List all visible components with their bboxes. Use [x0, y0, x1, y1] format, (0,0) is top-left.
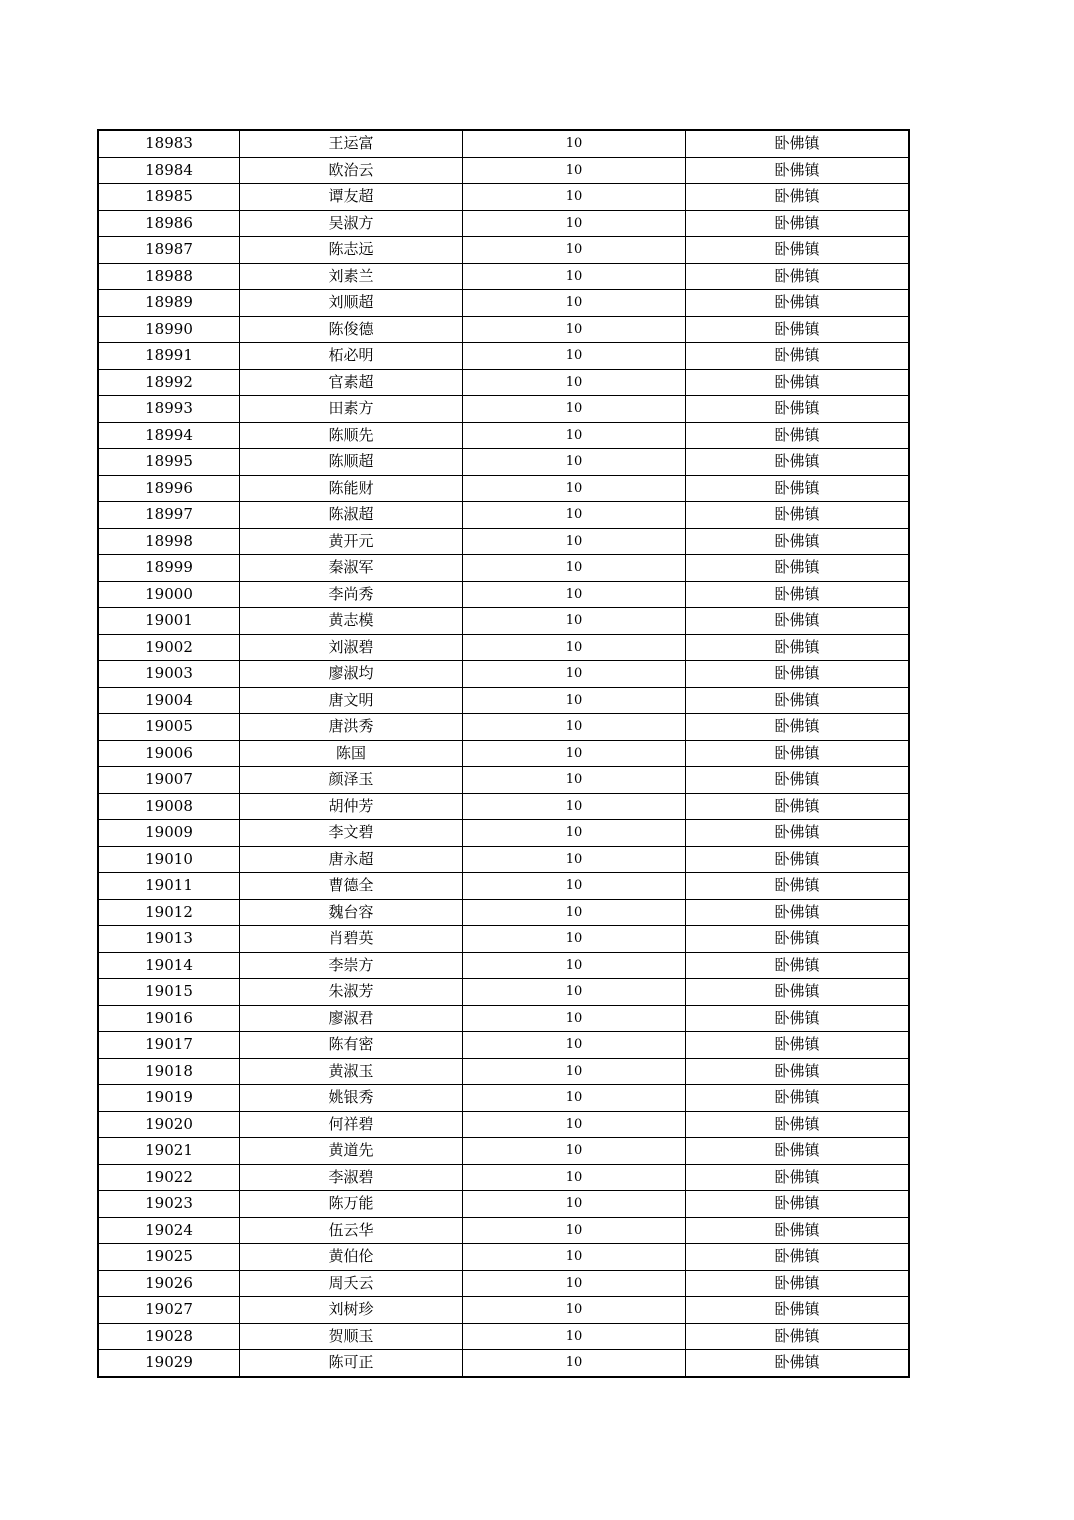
- table-row: [98, 767, 909, 794]
- cell-amount: 10: [463, 1191, 686, 1218]
- cell-number: 18984: [98, 157, 240, 184]
- cell-number: 18985: [98, 184, 240, 211]
- table-row: [98, 237, 909, 264]
- cell-number: 19026: [98, 1270, 240, 1297]
- cell-name: 唐洪秀: [240, 714, 463, 741]
- cell-name: 姚银秀: [240, 1085, 463, 1112]
- table-row: [98, 608, 909, 635]
- table-row: [98, 422, 909, 449]
- cell-amount: 10: [463, 1164, 686, 1191]
- table-row: [98, 952, 909, 979]
- cell-number: 19004: [98, 687, 240, 714]
- table-row: [98, 290, 909, 317]
- cell-town: 卧佛镇: [686, 237, 910, 264]
- table-row: [98, 820, 909, 847]
- cell-amount: 10: [463, 1270, 686, 1297]
- cell-amount: 10: [463, 1323, 686, 1350]
- cell-town: 卧佛镇: [686, 290, 910, 317]
- cell-name: 秦淑军: [240, 555, 463, 582]
- cell-number: 19019: [98, 1085, 240, 1112]
- cell-town: 卧佛镇: [686, 926, 910, 953]
- cell-name: 李淑碧: [240, 1164, 463, 1191]
- cell-town: 卧佛镇: [686, 1191, 910, 1218]
- cell-name: 柘必明: [240, 343, 463, 370]
- cell-amount: 10: [463, 1350, 686, 1377]
- cell-number: 18994: [98, 422, 240, 449]
- cell-amount: 10: [463, 210, 686, 237]
- cell-name: 陈顺超: [240, 449, 463, 476]
- table-row: [98, 926, 909, 953]
- cell-name: 何祥碧: [240, 1111, 463, 1138]
- cell-town: 卧佛镇: [686, 316, 910, 343]
- cell-name: 黄志模: [240, 608, 463, 635]
- cell-name: 陈有密: [240, 1032, 463, 1059]
- cell-town: 卧佛镇: [686, 528, 910, 555]
- table-row: [98, 740, 909, 767]
- table-row: [98, 157, 909, 184]
- cell-town: 卧佛镇: [686, 1217, 910, 1244]
- cell-number: 19015: [98, 979, 240, 1006]
- table-row: [98, 369, 909, 396]
- cell-name: 李文碧: [240, 820, 463, 847]
- cell-number: 19001: [98, 608, 240, 635]
- cell-amount: 10: [463, 369, 686, 396]
- cell-number: 19027: [98, 1297, 240, 1324]
- cell-number: 19011: [98, 873, 240, 900]
- cell-amount: 10: [463, 1111, 686, 1138]
- cell-amount: 10: [463, 475, 686, 502]
- cell-town: 卧佛镇: [686, 767, 910, 794]
- cell-town: 卧佛镇: [686, 555, 910, 582]
- cell-name: 欧治云: [240, 157, 463, 184]
- table-row: [98, 130, 909, 157]
- cell-name: 刘素兰: [240, 263, 463, 290]
- cell-amount: 10: [463, 793, 686, 820]
- cell-name: 胡仲芳: [240, 793, 463, 820]
- cell-town: 卧佛镇: [686, 899, 910, 926]
- cell-town: 卧佛镇: [686, 130, 910, 157]
- cell-number: 18983: [98, 130, 240, 157]
- cell-amount: 10: [463, 1217, 686, 1244]
- cell-amount: 10: [463, 502, 686, 529]
- table-row: [98, 873, 909, 900]
- cell-number: 19021: [98, 1138, 240, 1165]
- table-row: [98, 449, 909, 476]
- cell-amount: 10: [463, 157, 686, 184]
- cell-name: 刘树珍: [240, 1297, 463, 1324]
- cell-town: 卧佛镇: [686, 979, 910, 1006]
- cell-name: 魏台容: [240, 899, 463, 926]
- cell-amount: 10: [463, 581, 686, 608]
- cell-number: 19017: [98, 1032, 240, 1059]
- cell-amount: 10: [463, 1297, 686, 1324]
- cell-name: 黄道先: [240, 1138, 463, 1165]
- table-row: [98, 316, 909, 343]
- cell-name: 贺顺玉: [240, 1323, 463, 1350]
- cell-number: 18991: [98, 343, 240, 370]
- cell-name: 王运富: [240, 130, 463, 157]
- cell-town: 卧佛镇: [686, 1138, 910, 1165]
- cell-name: 李崇方: [240, 952, 463, 979]
- cell-number: 19024: [98, 1217, 240, 1244]
- cell-town: 卧佛镇: [686, 422, 910, 449]
- cell-name: 唐永超: [240, 846, 463, 873]
- data-table: [97, 129, 910, 1378]
- cell-amount: 10: [463, 1032, 686, 1059]
- cell-number: 19007: [98, 767, 240, 794]
- cell-amount: 10: [463, 661, 686, 688]
- cell-town: 卧佛镇: [686, 1350, 910, 1377]
- table-row: [98, 1058, 909, 1085]
- cell-name: 刘淑碧: [240, 634, 463, 661]
- cell-number: 19003: [98, 661, 240, 688]
- cell-number: 19012: [98, 899, 240, 926]
- cell-amount: 10: [463, 1138, 686, 1165]
- cell-amount: 10: [463, 555, 686, 582]
- cell-amount: 10: [463, 899, 686, 926]
- cell-name: 陈顺先: [240, 422, 463, 449]
- cell-amount: 10: [463, 634, 686, 661]
- cell-name: 谭友超: [240, 184, 463, 211]
- cell-name: 吴淑方: [240, 210, 463, 237]
- cell-number: 18996: [98, 475, 240, 502]
- cell-amount: 10: [463, 820, 686, 847]
- cell-name: 陈淑超: [240, 502, 463, 529]
- table-row: [98, 1297, 909, 1324]
- cell-town: 卧佛镇: [686, 581, 910, 608]
- cell-amount: 10: [463, 1085, 686, 1112]
- cell-town: 卧佛镇: [686, 952, 910, 979]
- table-row: [98, 555, 909, 582]
- table-row: [98, 1005, 909, 1032]
- cell-name: 廖淑均: [240, 661, 463, 688]
- cell-amount: 10: [463, 184, 686, 211]
- cell-number: 18992: [98, 369, 240, 396]
- table-row: [98, 343, 909, 370]
- cell-town: 卧佛镇: [686, 793, 910, 820]
- cell-number: 19000: [98, 581, 240, 608]
- cell-number: 18989: [98, 290, 240, 317]
- cell-number: 19025: [98, 1244, 240, 1271]
- cell-name: 陈俊德: [240, 316, 463, 343]
- cell-number: 18999: [98, 555, 240, 582]
- cell-town: 卧佛镇: [686, 449, 910, 476]
- cell-name: 黄开元: [240, 528, 463, 555]
- cell-town: 卧佛镇: [686, 157, 910, 184]
- cell-number: 18997: [98, 502, 240, 529]
- cell-name: 陈志远: [240, 237, 463, 264]
- cell-amount: 10: [463, 608, 686, 635]
- table-row: [98, 1111, 909, 1138]
- table-row: [98, 714, 909, 741]
- cell-name: 黄伯伦: [240, 1244, 463, 1271]
- cell-town: 卧佛镇: [686, 608, 910, 635]
- table-row: [98, 184, 909, 211]
- cell-amount: 10: [463, 449, 686, 476]
- cell-town: 卧佛镇: [686, 846, 910, 873]
- table-row: [98, 687, 909, 714]
- cell-amount: 10: [463, 290, 686, 317]
- table-row: [98, 210, 909, 237]
- cell-town: 卧佛镇: [686, 1058, 910, 1085]
- cell-number: 19009: [98, 820, 240, 847]
- cell-number: 18995: [98, 449, 240, 476]
- cell-town: 卧佛镇: [686, 1085, 910, 1112]
- cell-amount: 10: [463, 1005, 686, 1032]
- cell-town: 卧佛镇: [686, 1244, 910, 1271]
- cell-amount: 10: [463, 767, 686, 794]
- cell-amount: 10: [463, 714, 686, 741]
- cell-amount: 10: [463, 873, 686, 900]
- cell-name: 陈万能: [240, 1191, 463, 1218]
- table-row: [98, 1164, 909, 1191]
- cell-name: 黄淑玉: [240, 1058, 463, 1085]
- cell-town: 卧佛镇: [686, 820, 910, 847]
- cell-town: 卧佛镇: [686, 740, 910, 767]
- cell-town: 卧佛镇: [686, 343, 910, 370]
- table-row: [98, 634, 909, 661]
- cell-amount: 10: [463, 130, 686, 157]
- table-row: [98, 1191, 909, 1218]
- table-row: [98, 263, 909, 290]
- cell-amount: 10: [463, 1244, 686, 1271]
- cell-number: 19029: [98, 1350, 240, 1377]
- cell-number: 19023: [98, 1191, 240, 1218]
- cell-number: 19013: [98, 926, 240, 953]
- cell-town: 卧佛镇: [686, 1032, 910, 1059]
- cell-name: 朱淑芳: [240, 979, 463, 1006]
- table-row: [98, 793, 909, 820]
- cell-name: 曹德全: [240, 873, 463, 900]
- cell-number: 19010: [98, 846, 240, 873]
- table-row: [98, 1032, 909, 1059]
- cell-town: 卧佛镇: [686, 1323, 910, 1350]
- table-row: [98, 581, 909, 608]
- cell-amount: 10: [463, 926, 686, 953]
- cell-name: 肖碧英: [240, 926, 463, 953]
- table-row: [98, 1085, 909, 1112]
- table-row: [98, 528, 909, 555]
- cell-amount: 10: [463, 396, 686, 423]
- cell-number: 19005: [98, 714, 240, 741]
- table-row: [98, 1217, 909, 1244]
- cell-number: 19020: [98, 1111, 240, 1138]
- cell-number: 19022: [98, 1164, 240, 1191]
- cell-town: 卧佛镇: [686, 369, 910, 396]
- table-row: [98, 475, 909, 502]
- table-row: [98, 1244, 909, 1271]
- cell-amount: 10: [463, 740, 686, 767]
- cell-number: 19008: [98, 793, 240, 820]
- cell-number: 19018: [98, 1058, 240, 1085]
- table-row: [98, 1323, 909, 1350]
- cell-amount: 10: [463, 687, 686, 714]
- cell-number: 19016: [98, 1005, 240, 1032]
- cell-number: 18990: [98, 316, 240, 343]
- cell-town: 卧佛镇: [686, 1111, 910, 1138]
- cell-number: 19002: [98, 634, 240, 661]
- cell-name: 陈能财: [240, 475, 463, 502]
- table-row: [98, 899, 909, 926]
- cell-number: 18998: [98, 528, 240, 555]
- cell-amount: 10: [463, 528, 686, 555]
- cell-number: 19028: [98, 1323, 240, 1350]
- cell-amount: 10: [463, 846, 686, 873]
- table-row: [98, 846, 909, 873]
- cell-town: 卧佛镇: [686, 1297, 910, 1324]
- table-row: [98, 1350, 909, 1377]
- cell-town: 卧佛镇: [686, 475, 910, 502]
- cell-name: 周夭云: [240, 1270, 463, 1297]
- table-row: [98, 396, 909, 423]
- cell-town: 卧佛镇: [686, 210, 910, 237]
- table-row: [98, 502, 909, 529]
- cell-number: 18993: [98, 396, 240, 423]
- cell-name: 刘顺超: [240, 290, 463, 317]
- cell-number: 18988: [98, 263, 240, 290]
- cell-amount: 10: [463, 952, 686, 979]
- cell-town: 卧佛镇: [686, 1164, 910, 1191]
- cell-name: 田素方: [240, 396, 463, 423]
- cell-amount: 10: [463, 316, 686, 343]
- cell-town: 卧佛镇: [686, 714, 910, 741]
- cell-amount: 10: [463, 1058, 686, 1085]
- cell-town: 卧佛镇: [686, 1005, 910, 1032]
- cell-amount: 10: [463, 263, 686, 290]
- cell-name: 唐文明: [240, 687, 463, 714]
- cell-name: 陈可正: [240, 1350, 463, 1377]
- cell-town: 卧佛镇: [686, 661, 910, 688]
- cell-town: 卧佛镇: [686, 873, 910, 900]
- cell-amount: 10: [463, 979, 686, 1006]
- table-row: [98, 1138, 909, 1165]
- table-row: [98, 661, 909, 688]
- cell-name: 官素超: [240, 369, 463, 396]
- cell-town: 卧佛镇: [686, 634, 910, 661]
- cell-number: 18986: [98, 210, 240, 237]
- cell-name: 伍云华: [240, 1217, 463, 1244]
- cell-town: 卧佛镇: [686, 184, 910, 211]
- cell-town: 卧佛镇: [686, 263, 910, 290]
- table-body: [98, 130, 909, 1377]
- cell-amount: 10: [463, 237, 686, 264]
- cell-name: 颜泽玉: [240, 767, 463, 794]
- cell-name: 李尚秀: [240, 581, 463, 608]
- cell-town: 卧佛镇: [686, 687, 910, 714]
- table-row: [98, 979, 909, 1006]
- cell-number: 19006: [98, 740, 240, 767]
- table-row: [98, 1270, 909, 1297]
- cell-town: 卧佛镇: [686, 396, 910, 423]
- cell-town: 卧佛镇: [686, 1270, 910, 1297]
- cell-name: 陈国: [240, 740, 463, 767]
- cell-name: 廖淑君: [240, 1005, 463, 1032]
- cell-town: 卧佛镇: [686, 502, 910, 529]
- cell-amount: 10: [463, 343, 686, 370]
- cell-amount: 10: [463, 422, 686, 449]
- cell-number: 19014: [98, 952, 240, 979]
- cell-number: 18987: [98, 237, 240, 264]
